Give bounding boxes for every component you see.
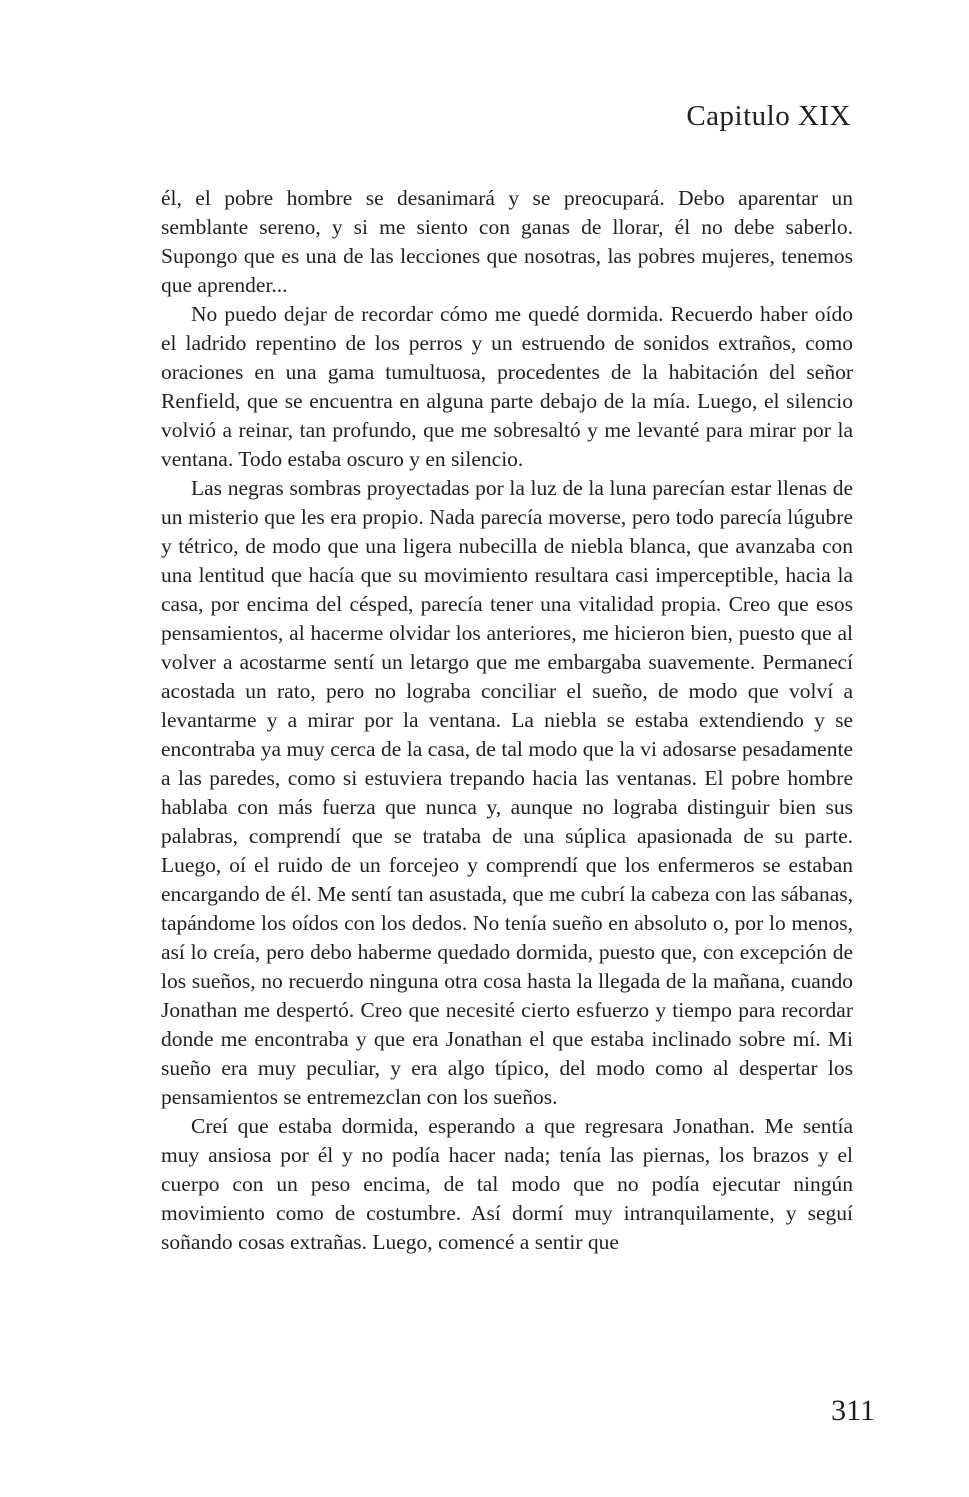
paragraph: Las negras sombras proyectadas por la luz de la luna parecían estar llenas de un misterio que les era propio. Nada parecía moverse, pero todo parecía lúgubre y tétrico, de modo que una ligera nubecilla de niebla blanca, que avanzaba con una lentitud que hacía que su movimiento resultara casi imperceptible, hacia la casa, por encima del césped, parecía tener una vitalidad propia. Creo que esos pensamientos, al hacerme olvidar los anteriores, me hicieron bien, puesto que al volver a acostarme sentí un letargo que me embargaba suavemente. Permanecí acostada un rato, pero no lograba conciliar el sueño, de modo que volví a levantarme y a mirar por la ventana. La niebla se estaba extendiendo y se encontraba ya muy cerca de la casa, de tal modo que la vi adosarse pesadamente a las paredes, como si estuviera trepando hacia las ventanas. El pobre hombre hablaba con más fuerza que nunca y, aunque no lograba distinguir bien sus palabras, comprendí que se trataba de una súplica apasionada de su parte. Luego, oí el ruido de un forcejeo y comprendí que los enfermeros se estaban encargando de él. Me sentí tan asustada, que me cubrí la cabeza con las sábanas, tapándome los oídos con los dedos. No tenía sueño en absoluto o, por lo menos, así lo creía, pero debo haberme quedado dormida, puesto que, con excepción de los sueños, no recuerdo ninguna otra cosa hasta la llegada de la mañana, cuando Jonathan me despertó. Creo que necesité cierto esfuerzo y tiempo para recordar donde me encontraba y que era Jonathan el que estaba inclinado sobre mí. Mi sueño era muy peculiar, y era algo típico, del modo como al despertar los pensamientos se entremezclan con los sueños. — [161, 476, 853, 1109]
chapter-title: Capitulo XIX — [686, 100, 851, 132]
paragraph: él, el pobre hombre se desanimará y se preocupará. Debo aparentar un semblante sereno, y si me siento con ganas de llorar, él no debe saberlo. Supongo que es una de las lecciones que nosotras, las pobres mujeres, tenemos que aprender... — [161, 186, 853, 297]
page-body — [161, 184, 853, 1257]
paragraph: No puedo dejar de recordar cómo me quedé dormida. Recuerdo haber oído el ladrido repentino de los perros y un estruendo de sonidos extraños, como oraciones en una gama tumultuosa, procedentes de la habitación del señor Renfield, que se encuentra en alguna parte debajo de la mía. Luego, el silencio volvió a reinar, tan profundo, que me sobresaltó y me levanté para mirar por la ventana. Todo estaba oscuro y en silencio. — [161, 302, 853, 471]
page-number: 311 — [831, 1394, 875, 1427]
paragraph: Creí que estaba dormida, esperando a que regresara Jonathan. Me sentía muy ansiosa por él y no podía hacer nada; tenía las piernas, los brazos y el cuerpo con un peso encima, de tal modo que no podía ejecutar ningún movimiento como de costumbre. Así dormí muy intranquilamente, y seguí soñando cosas extrañas. Luego, comencé a sentir que — [161, 1114, 853, 1254]
